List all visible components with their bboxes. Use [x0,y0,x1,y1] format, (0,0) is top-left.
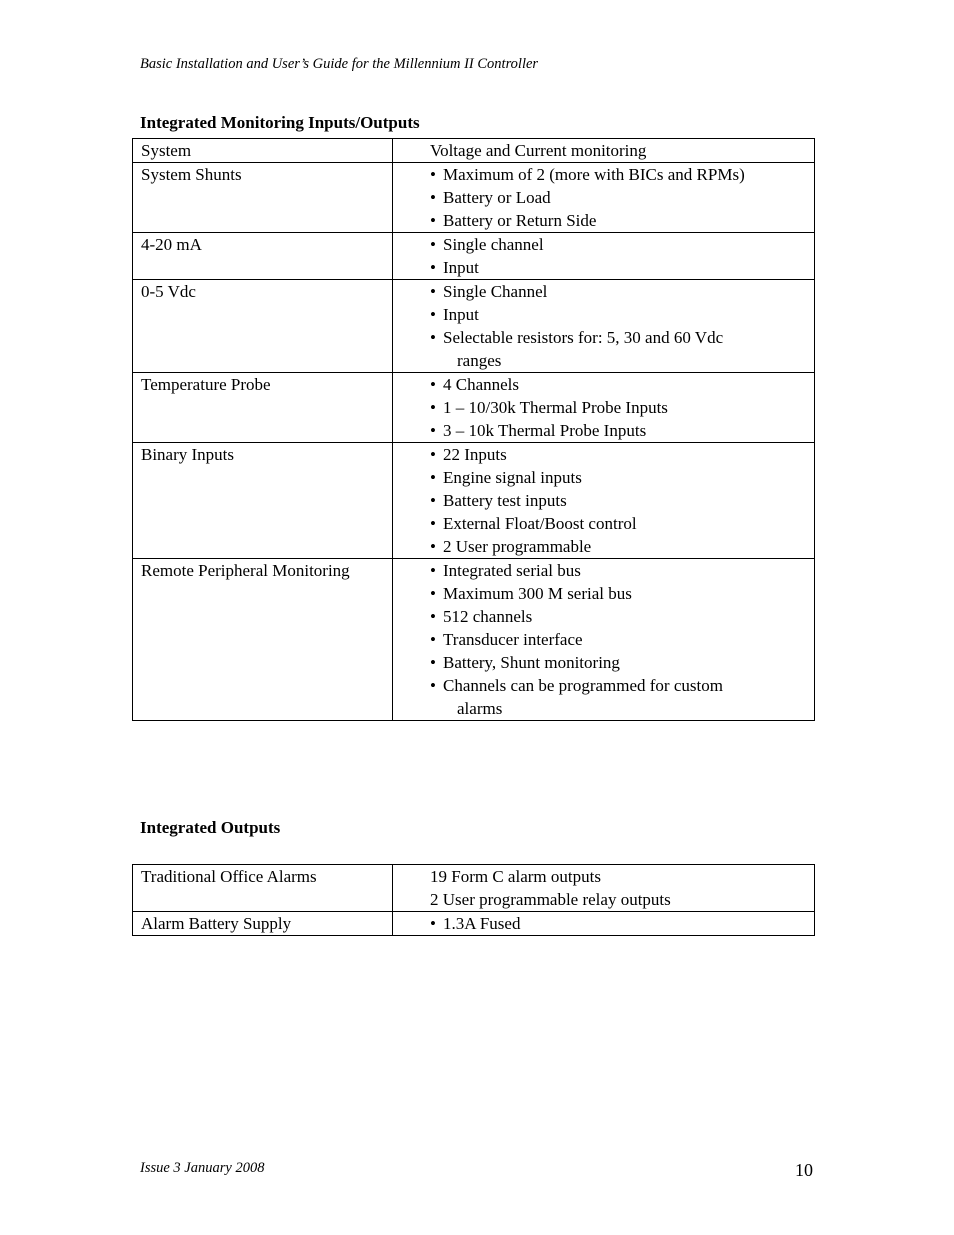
row-label: Temperature Probe [133,373,393,443]
section-title-outputs: Integrated Outputs [140,818,281,837]
row-label: Binary Inputs [133,443,393,559]
row-label: Remote Peripheral Monitoring [133,559,393,721]
list-item [430,674,814,720]
section-title-monitoring: Integrated Monitoring Inputs/Outputs [140,113,420,132]
table-row [133,280,815,373]
table-row [133,139,815,163]
row-value: Voltage and Current monitoring [393,139,815,163]
list-item: • Integrated serial bus [430,559,814,582]
list-item: • Battery or Load [430,186,814,209]
table-row [133,559,815,721]
bullet-list [430,559,814,720]
bullet-list [430,373,814,442]
output-line: 2 User programmable relay outputs [430,890,671,909]
running-header: Basic Installation and User’s Guide for the Millennium II Controller [140,56,539,72]
list-item: • Single Channel [430,280,814,303]
list-item: • Input [430,303,814,326]
table-row [133,443,815,559]
row-label: Alarm Battery Supply [133,912,393,936]
bullet-list [430,233,814,279]
bullet-list [430,912,814,935]
list-item: • Maximum 300 M serial bus [430,582,814,605]
list-item: • 512 channels [430,605,814,628]
row-label: Traditional Office Alarms [133,865,393,912]
list-item: • Maximum of 2 (more with BICs and RPMs) [430,163,814,186]
list-item: • Single channel [430,233,814,256]
table-row [133,233,815,280]
row-label: 0-5 Vdc [133,280,393,373]
page-number: 10 [795,1160,813,1180]
table-row [133,912,815,936]
bullet-list [430,443,814,558]
table-row [133,865,815,912]
list-item: • 3 – 10k Thermal Probe Inputs [430,419,814,442]
list-item: • Battery, Shunt monitoring [430,651,814,674]
bullet-list [430,280,814,372]
list-item-text-continued: ranges [457,351,502,370]
list-item-text-continued: alarms [457,699,503,718]
row-label: System [133,139,393,163]
list-item: • 2 User programmable [430,535,814,558]
row-label: 4-20 mA [133,233,393,280]
row-label: System Shunts [133,163,393,233]
list-item: • External Float/Boost control [430,512,814,535]
list-item: • Input [430,256,814,279]
list-item: • Transducer interface [430,628,814,651]
list-item [430,326,814,372]
list-item: • 1 – 10/30k Thermal Probe Inputs [430,396,814,419]
table-row [133,373,815,443]
list-item: • Battery test inputs [430,489,814,512]
list-item: • 1.3A Fused [430,912,814,935]
outputs-table [132,864,815,936]
list-item-text: Selectable resistors for: 5, 30 and 60 Vdc [443,328,724,347]
list-item-text: Channels can be programmed for custom [443,676,723,695]
list-item: • Battery or Return Side [430,209,814,232]
footer-issue: Issue 3 January 2008 [140,1160,265,1176]
output-line: 19 Form C alarm outputs [430,867,601,886]
list-item: • 22 Inputs [430,443,814,466]
bullet-list [430,163,814,232]
list-item: • Engine signal inputs [430,466,814,489]
list-item: • 4 Channels [430,373,814,396]
monitoring-table [132,138,815,721]
table-row [133,163,815,233]
